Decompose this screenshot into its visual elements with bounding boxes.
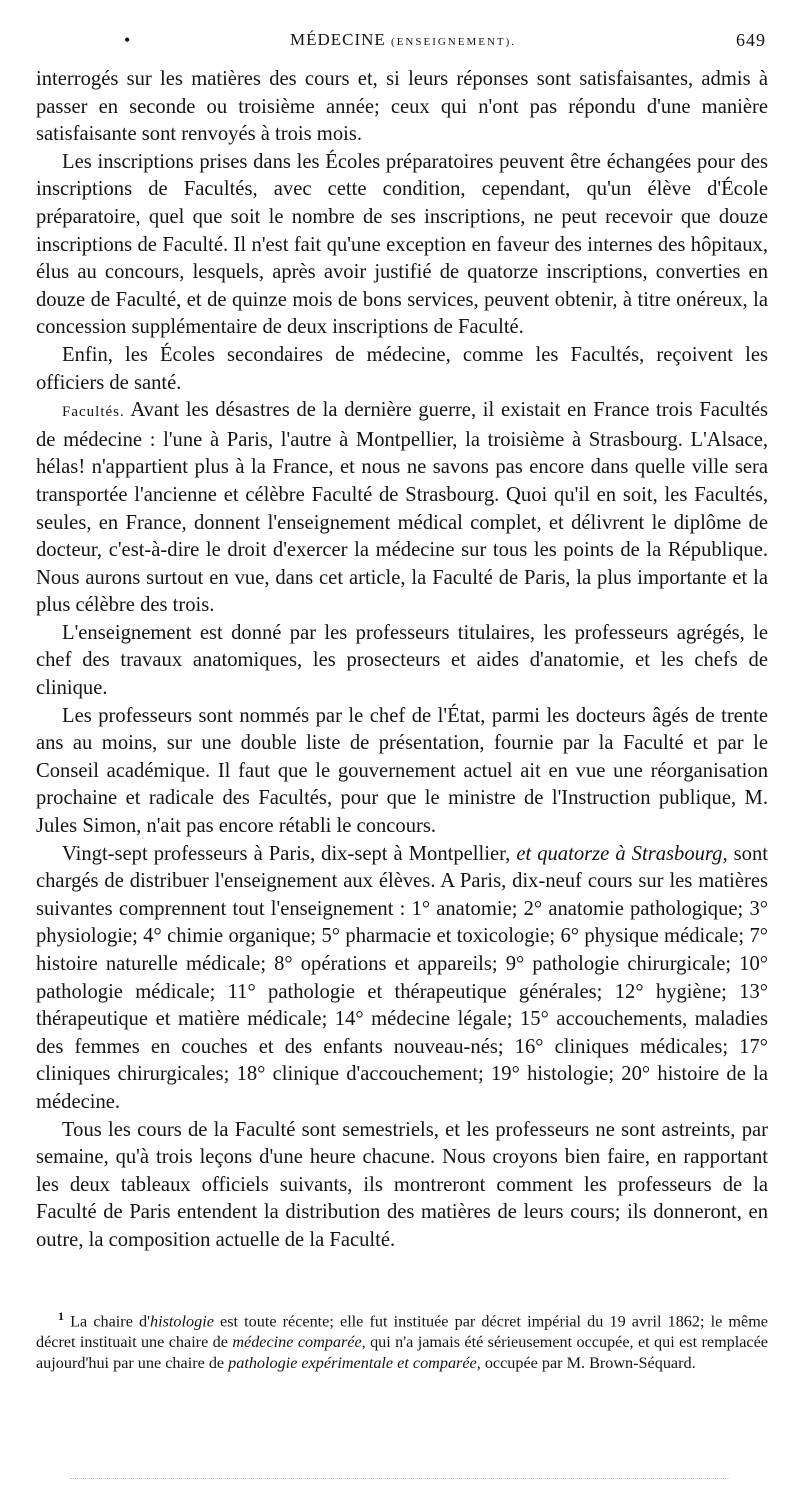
running-title-main: MÉDECINE [289,30,386,49]
paragraph-8 [36,1117,768,1255]
footnote-italic-2: médecine comparée, [232,1333,366,1352]
paragraph-1 [36,66,768,149]
footnote-italic-1: histologie [150,1312,214,1331]
paragraph-2 [36,149,768,342]
paragraph-3-text: Enfin, les Écoles secondaires de médecine, comme les Facultés, reçoivent les officiers de santé. [36,343,768,394]
page-number: 649 [736,30,766,50]
paragraph-7-text: sont chargés de distribuer l'enseignement aux élèves. A Paris, dix-neuf cours sur les matières suivantes comprennent tout l'enseignement : 1° anatomie; 2° anatomie pathologique; 3° physiologie; 4° chimie organique; 5° pharmacie et toxicologie; 6° physique médicale; 7° histoire naturelle médicale; 8° opérations et appareils; 9° pathologie chirurgicale; 10° pathologie médicale; 11° pathologie et thérapeutique générales; 12° hygiène; 13° thérapeutique et matière médicale; 14° médecine légale; 15° accouchements, maladies des femmes en couches et des enfants nouveau-nés; 16° cliniques médicales; 17° cliniques chirurgicales; 18° clinique d'accouchement; 19° histologie; 20° histoire de la médecine. [36,842,768,1113]
paragraph-3 [36,342,768,397]
paragraph-4 [36,397,768,620]
paragraph-5 [36,620,768,703]
body-text [36,66,768,1255]
paragraph-6-text: Les professeurs sont nommés par le chef de l'État, parmi les docteurs âgés de trente ans au moins, sur une double liste de présentation, fournie par la Faculté et par le Conseil académique. Il faut que le gouvernement actuel ait en vue une réorganisation prochaine et radicale des Facultés, pour que le ministre de l'Instruction publique, M. Jules Simon, n'ait pas encore rétabli le concours. [36,704,768,838]
paragraph-1-text: interrogés sur les matières des cours et, si leurs réponses sont satisfaisantes, admis à passer en seconde ou troisième année; ceux qui n'ont pas répondu d'une manière satisfaisante sont renvoyés à trois mois. [36,68,768,146]
section-lead-facultes: Facultés. [62,404,125,421]
footnote-1 [36,1306,768,1374]
paragraph-8-text: Tous les cours de la Faculté sont semestriels, et les professeurs ne sont astreints, par semaine, qu'à trois leçons d'une heure chacune. Nous croyons bien faire, en rapportant les deux tableaux officiels suivants, ils montreront comment les professeurs de la Faculté de Paris entendent la distribution des matières de leurs cours; ils donneront, en outre, la composition actuelle de la Faculté. [36,1118,768,1251]
running-header [36,30,770,60]
footnote-text-3: qui n'a jamais été sérieusement occupée, et qui est remplacée aujourd'hui par une chaire de [36,1333,768,1373]
paragraph-5-text: L'enseignement est donné par les professeurs titulaires, les professeurs agrégés, le chef des travaux anatomiques, les prosecteurs et aides d'anatomie, et les chefs de clinique. [36,621,768,700]
footnote-section [36,1306,768,1374]
paragraph-4-text: Avant les désastres de la dernière guerre, il existait en France trois Facultés de médecine : l'une à Paris, l'autre à Montpellier, la troisième à Strasbourg. L'Alsace, hélas! n'appartient plus à la France, et nous ne savons pas encore dans quelle ville sera transportée l'ancienne et célèbre Faculté de Strasbourg. Quoi qu'il en soit, les Facultés, seules, en France, donnent l'enseignement médical complet, et délivrent le diplôme de docteur, c'est-à-dire le droit d'exercer la médecine sur tous les points de la République. Nous aurons surtout en vue, dans cet article, la Faculté de Paris, la plus importante et la plus célèbre des trois. [36,399,768,617]
paragraph-2-text: Les inscriptions prises dans les Écoles préparatoires peuvent être échangées pour des inscriptions de Facultés, avec cette condition, cependant, qu'un élève d'École préparatoire, quel que soit le nombre de ses inscriptions, ne peut recevoir que douze inscriptions de Faculté. Il n'est fait qu'une exception en faveur des internes des hôpitaux, élus au concours, lesquels, après avoir justifié de quatorze inscriptions, converties en douze de Faculté, et de quinze mois de bons services, peuvent obtenir, à titre onéreux, la concession supplémentaire de deux inscriptions de Faculté. [36,150,768,339]
paragraph-6 [36,703,768,841]
header-dot: • [124,30,132,50]
footnote-italic-3: pathologie expérimentale et comparée, [228,1354,481,1373]
page-bottom-specks [70,1478,730,1485]
paragraph-7-lead: Vingt-sept professeurs à Paris, dix-sept à Montpellier, [62,842,517,865]
footnote-text-2: est toute récente; elle fut instituée par décret impérial du 19 avril 1862; le même décret instituait une chaire de [36,1312,768,1352]
paragraph-7 [36,841,768,1117]
footnote-text-1: La chaire d' [64,1312,151,1331]
running-title-sub: (ENSEIGNEMENT). [391,36,517,48]
footnote-marker: 1 [58,1309,64,1323]
paragraph-7-italic: et quatorze à Strasbourg, [516,842,728,865]
footnote-text-4: occupée par M. Brown-Séquard. [480,1354,696,1373]
running-title [36,30,770,50]
